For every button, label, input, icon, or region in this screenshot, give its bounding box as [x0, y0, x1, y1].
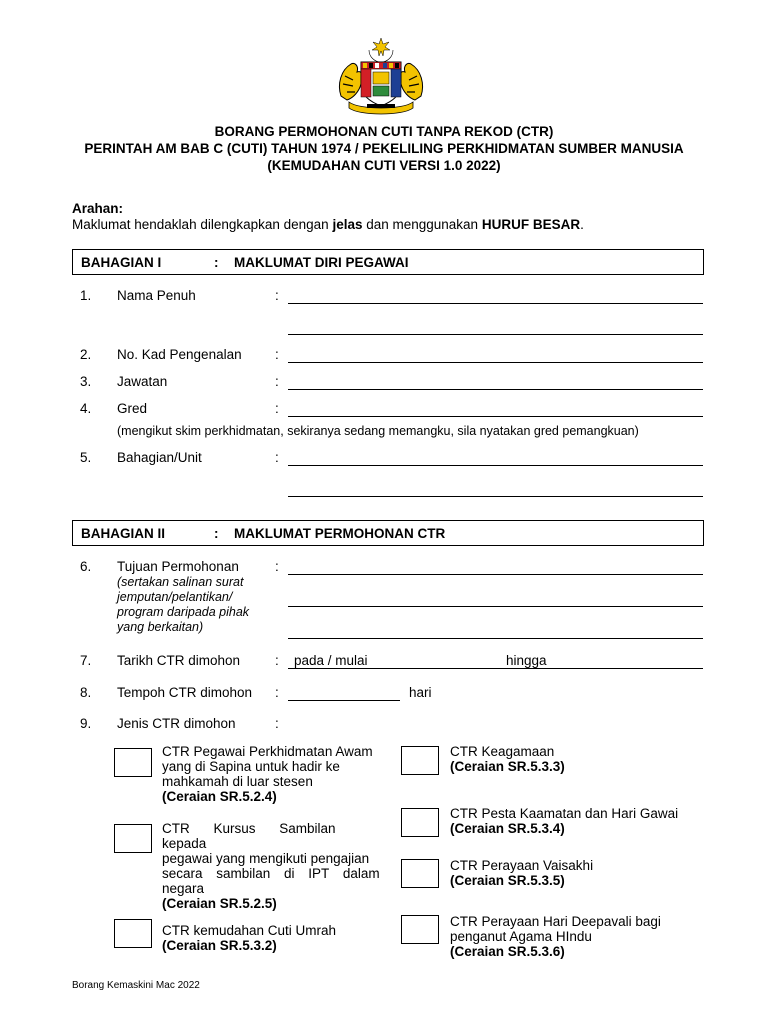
ic-number-label: No. Kad Pengenalan: [117, 347, 242, 362]
instructions-text-post: .: [580, 217, 584, 232]
option-text: secara sambilan di IPT dalam: [162, 866, 380, 881]
field-colon: :: [275, 716, 279, 731]
option-ref: (Ceraian SR.5.2.5): [162, 896, 277, 911]
section2-label: BAHAGIAN II: [81, 526, 165, 541]
division-label: Bahagian/Unit: [117, 450, 202, 465]
field-colon: :: [275, 653, 279, 668]
section1-label: BAHAGIAN I: [81, 255, 162, 270]
field-number: 2.: [80, 347, 92, 362]
form-title: BORANG PERMOHONAN CUTI TANPA REKOD (CTR): [214, 124, 554, 139]
ctr-part-time-course-checkbox[interactable]: [114, 824, 152, 853]
section2-colon: :: [214, 526, 219, 541]
field-number: 8.: [80, 685, 92, 700]
option-text: CTR Kursus Sambilan kepada: [162, 821, 336, 851]
instructions-text: [72, 217, 584, 232]
grade-note: (mengikut skim perkhidmatan, sekiranya sedang memangku, sila nyatakan gred pemangkuan): [117, 424, 639, 438]
option-ref: (Ceraian SR.5.3.4): [450, 821, 565, 836]
coat-of-arms-icon: [333, 36, 429, 116]
field-number: 6.: [80, 559, 92, 574]
ctr-date-input-line[interactable]: [288, 668, 703, 669]
form-subtitle: PERINTAH AM BAB C (CUTI) TAHUN 1974 / PEKELILING PERKHIDMATAN SUMBER MANUSIA: [84, 141, 684, 156]
section2-header: [72, 520, 704, 546]
purpose-label: Tujuan Permohonan: [117, 559, 239, 574]
ctr-part-time-course-option: [162, 821, 394, 911]
option-text: negara: [162, 881, 205, 896]
position-input-line[interactable]: [288, 389, 703, 390]
purpose-input-line-2[interactable]: [288, 606, 703, 607]
option-ref: (Ceraian SR.5.3.2): [162, 938, 277, 953]
option-text: CTR Pegawai Perkhidmatan Awam: [162, 744, 373, 759]
date-from-label: pada / mulai: [294, 653, 368, 668]
ctr-deepavali-checkbox[interactable]: [401, 915, 439, 944]
purpose-note-line: program daripada pihak: [117, 605, 250, 619]
field-number: 9.: [80, 716, 92, 731]
position-label: Jawatan: [117, 374, 168, 389]
field-colon: :: [275, 347, 279, 362]
option-text: CTR Keagamaan: [450, 744, 555, 759]
purpose-note: [117, 575, 249, 635]
purpose-input-line[interactable]: [288, 574, 703, 575]
field-number: 3.: [80, 374, 92, 389]
section1-header: [72, 249, 704, 275]
option-text: CTR Pesta Kaamatan dan Hari Gawai: [450, 806, 679, 821]
ctr-duration-input-line[interactable]: [288, 700, 400, 701]
ctr-duration-label: Tempoh CTR dimohon: [117, 685, 253, 700]
purpose-note-line: (sertakan salinan surat: [117, 575, 244, 589]
full-name-input-line-2[interactable]: [288, 334, 703, 335]
ctr-umrah-option: [162, 923, 394, 953]
section1-title: MAKLUMAT DIRI PEGAWAI: [234, 255, 409, 270]
option-ref: (Ceraian SR.5.3.5): [450, 873, 565, 888]
ctr-deepavali-option: [450, 914, 710, 959]
purpose-note-line: jemputan/pelantikan/: [117, 590, 233, 604]
ctr-vaisakhi-option: [450, 858, 710, 888]
field-colon: :: [275, 401, 279, 416]
division-input-line-2[interactable]: [288, 496, 703, 497]
ctr-kaamatan-gawai-checkbox[interactable]: [401, 808, 439, 837]
instructions-text-pre: Maklumat hendaklah dilengkapkan dengan: [72, 217, 333, 232]
option-text: CTR Perayaan Vaisakhi: [450, 858, 594, 873]
field-colon: :: [275, 559, 279, 574]
field-number: 1.: [80, 288, 92, 303]
field-colon: :: [275, 288, 279, 303]
option-text: yang di Sapina untuk hadir ke: [162, 759, 340, 774]
full-name-input-line[interactable]: [288, 303, 703, 304]
option-ref: (Ceraian SR.5.2.4): [162, 789, 277, 804]
ctr-vaisakhi-checkbox[interactable]: [401, 859, 439, 888]
option-ref: (Ceraian SR.5.3.6): [450, 944, 565, 959]
ctr-umrah-checkbox[interactable]: [114, 919, 152, 948]
ic-number-input-line[interactable]: [288, 362, 703, 363]
footer-note: Borang Kemaskini Mac 2022: [72, 980, 200, 991]
instructions-text-mid: dan menggunakan: [362, 217, 482, 232]
option-text: CTR kemudahan Cuti Umrah: [162, 923, 337, 938]
option-ref: (Ceraian SR.5.3.3): [450, 759, 565, 774]
ctr-type-label: Jenis CTR dimohon: [117, 716, 236, 731]
instructions-heading: Arahan:: [72, 201, 124, 216]
division-input-line[interactable]: [288, 465, 703, 466]
ctr-date-label: Tarikh CTR dimohon: [117, 653, 241, 668]
section1-colon: :: [214, 255, 219, 270]
date-to-label: hingga: [506, 653, 547, 668]
full-name-label: Nama Penuh: [117, 288, 196, 303]
option-text: pegawai yang mengikuti pengajian: [162, 851, 370, 866]
option-text: CTR Perayaan Hari Deepavali bagi: [450, 914, 661, 929]
field-number: 7.: [80, 653, 92, 668]
instructions-emphasis-clear: jelas: [332, 217, 363, 232]
option-text: penganut Agama HIndu: [450, 929, 592, 944]
purpose-note-line: yang berkaitan): [117, 620, 204, 634]
duration-unit: hari: [409, 685, 432, 700]
field-colon: :: [275, 450, 279, 465]
option-text: mahkamah di luar stesen: [162, 774, 313, 789]
field-colon: :: [275, 685, 279, 700]
ctr-religious-checkbox[interactable]: [401, 746, 439, 775]
field-number: 4.: [80, 401, 92, 416]
form-version: (KEMUDAHAN CUTI VERSI 1.0 2022): [267, 158, 501, 173]
grade-input-line[interactable]: [288, 416, 703, 417]
ctr-court-checkbox[interactable]: [114, 748, 152, 777]
grade-label: Gred: [117, 401, 148, 416]
purpose-input-line-3[interactable]: [288, 638, 703, 639]
ctr-kaamatan-gawai-option: [450, 806, 710, 836]
ctr-religious-option: [450, 744, 710, 774]
field-number: 5.: [80, 450, 92, 465]
ctr-court-option: [162, 744, 394, 804]
section2-title: MAKLUMAT PERMOHONAN CTR: [234, 526, 446, 541]
field-colon: :: [275, 374, 279, 389]
instructions-emphasis-caps: HURUF BESAR: [481, 217, 581, 232]
